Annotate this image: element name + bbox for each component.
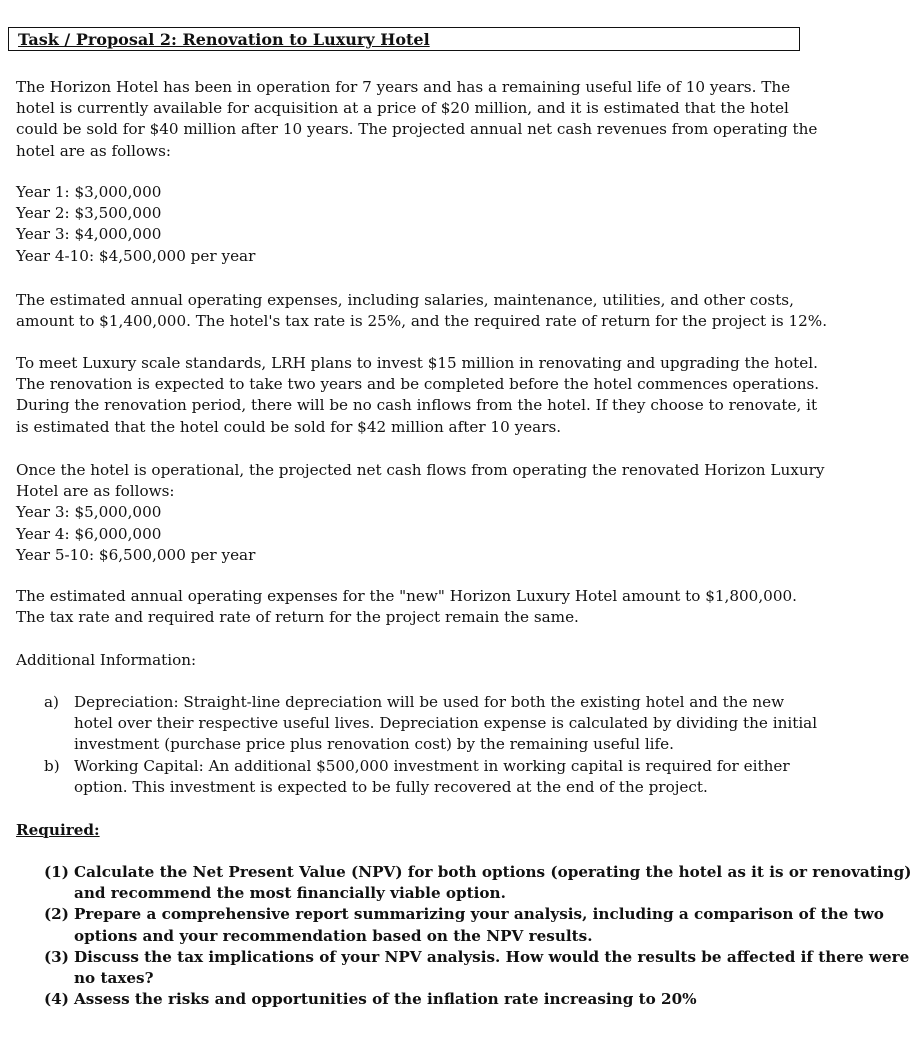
renovation-line: To meet Luxury scale standards, LRH plans to invest $15 million in renovating and upgrading the hotel. bbox=[16, 354, 818, 372]
intro-paragraph bbox=[16, 77, 818, 162]
list-item-line: no taxes? bbox=[74, 969, 154, 988]
list-marker: (3) bbox=[44, 947, 69, 966]
title-box bbox=[8, 27, 800, 51]
revenue-item: Year 1: $3,000,000 bbox=[16, 183, 162, 201]
renovation-line: The renovation is expected to take two years and be completed before the hotel commences operations. bbox=[16, 375, 820, 394]
operational-line: Once the hotel is operational, the projected net cash flows from operating the renovated Horizon Luxury bbox=[16, 461, 825, 479]
list-marker: b) bbox=[44, 756, 60, 775]
renovation-paragraph bbox=[16, 353, 820, 438]
list-marker: a) bbox=[44, 693, 59, 711]
required-list bbox=[16, 862, 911, 1010]
renovation-line: During the renovation period, there will be no cash inflows from the hotel. If they choose to renovate, it bbox=[16, 396, 818, 415]
list-item-line: Prepare a comprehensive report summarizing your analysis, including a comparison of the two bbox=[74, 905, 884, 924]
intro-line: hotel is currently available for acquisition at a price of $20 million, and it is estimated that the hotel bbox=[16, 99, 789, 118]
list-item-line: Assess the risks and opportunities of the inflation rate increasing to 20% bbox=[74, 990, 697, 1009]
intro-line: could be sold for $40 million after 10 years. The projected annual net cash revenues from operating the bbox=[16, 120, 818, 139]
list-marker: (4) bbox=[44, 990, 69, 1009]
list-item-line: Discuss the tax implications of your NPV analysis. How would the results be affected if there were bbox=[74, 947, 910, 966]
intro-line: hotel are as follows: bbox=[16, 141, 172, 160]
list-item-line: investment (purchase price plus renovation cost) by the remaining useful life. bbox=[74, 735, 674, 754]
list-item bbox=[16, 862, 911, 904]
required-heading: Required: bbox=[16, 821, 100, 839]
list-item-line: option. This investment is expected to be fully recovered at the end of the project. bbox=[74, 777, 708, 796]
expenses-line: amount to $1,400,000. The hotel's tax rate is 25%, and the required rate of return for the project is 12%. bbox=[16, 312, 828, 331]
list-marker: (1) bbox=[44, 863, 69, 881]
additional-info-heading-text: Additional Information: bbox=[16, 651, 197, 669]
expenses-line: The estimated annual operating expenses, including salaries, maintenance, utilities, and other costs, bbox=[16, 291, 794, 309]
revenue-item: Year 4-10: $4,500,000 per year bbox=[16, 246, 256, 265]
list-item bbox=[16, 989, 806, 1010]
list-item bbox=[16, 947, 910, 989]
list-item bbox=[16, 692, 818, 756]
operational-line: Hotel are as follows: bbox=[16, 482, 175, 501]
list-item-line: options and your recommendation based on the NPV results. bbox=[74, 926, 593, 945]
renovated-cashflow-item: Year 5-10: $6,500,000 per year bbox=[16, 545, 256, 564]
list-item-line: Calculate the Net Present Value (NPV) for both options (operating the hotel as it is or renovating) bbox=[74, 863, 911, 881]
renovated-cashflow-item: Year 3: $5,000,000 bbox=[16, 503, 162, 522]
revenue-item: Year 2: $3,500,000 bbox=[16, 204, 162, 223]
intro-line: The Horizon Hotel has been in operation for 7 years and has a remaining useful life of 10 years. The bbox=[16, 78, 791, 96]
list-item-line: Working Capital: An additional $500,000 investment in working capital is required for either bbox=[74, 756, 790, 775]
list-item-line: and recommend the most financially viable option. bbox=[74, 884, 506, 903]
renovated-cashflow-item: Year 4: $6,000,000 bbox=[16, 524, 162, 543]
new-expenses-line: The estimated annual operating expenses for the "new" Horizon Luxury Hotel amount to $1,800,000. bbox=[16, 587, 797, 605]
document-title: Task / Proposal 2: Renovation to Luxury Hotel bbox=[18, 30, 430, 49]
additional-info-heading bbox=[16, 650, 806, 671]
list-marker: (2) bbox=[44, 905, 69, 924]
new-expenses-line: The tax rate and required rate of return for the project remain the same. bbox=[16, 608, 579, 627]
list-item bbox=[16, 756, 806, 798]
revenues-list bbox=[16, 182, 806, 267]
operational-paragraph bbox=[16, 460, 825, 566]
list-item-line: Depreciation: Straight-line depreciation will be used for both the existing hotel and the new bbox=[74, 693, 785, 711]
list-item bbox=[16, 904, 884, 946]
renovation-line: is estimated that the hotel could be sold for $42 million after 10 years. bbox=[16, 417, 562, 436]
revenue-item: Year 3: $4,000,000 bbox=[16, 225, 162, 244]
additional-info-list bbox=[16, 692, 818, 798]
list-item-line: hotel over their respective useful lives. Depreciation expense is calculated by dividing the initial bbox=[74, 714, 818, 733]
new-expenses-paragraph bbox=[16, 586, 806, 628]
expenses-paragraph bbox=[16, 290, 828, 332]
